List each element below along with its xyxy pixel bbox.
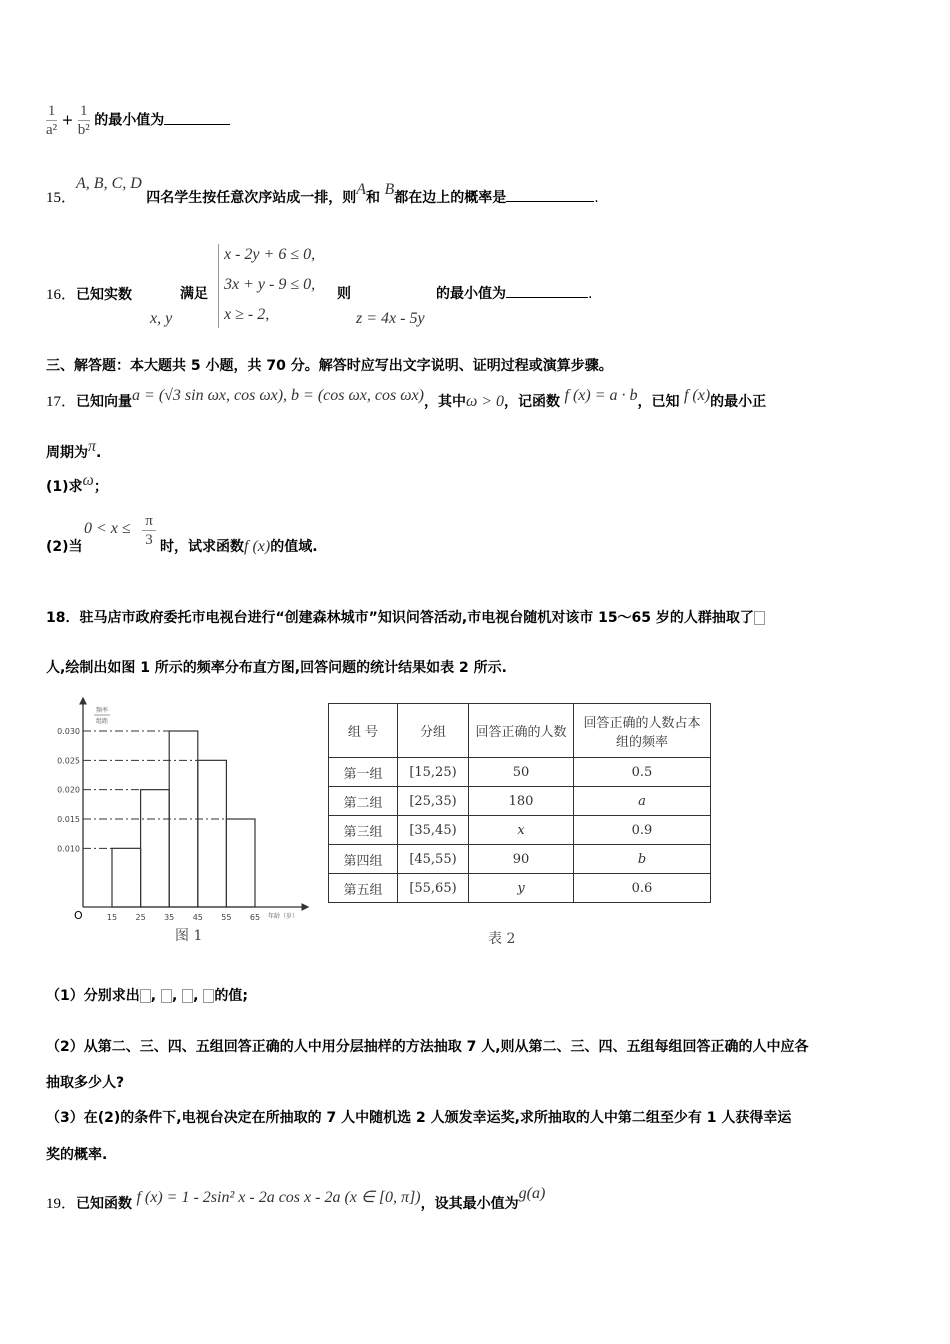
- table-cell: 50: [469, 758, 574, 787]
- table-row: [329, 845, 711, 874]
- table-cell: [25,35): [398, 787, 469, 816]
- fraction: $\frac{\pi}{3}$: [142, 512, 156, 549]
- x-tick-label: 25: [135, 913, 146, 922]
- question-18: 18．驻马店市政府委托市电视台进行“创建森林城市”知识问答活动,市电视台随机对该市 15～65 岁的人群抽取了: [46, 607, 765, 627]
- x-axis-label: 年龄（岁）: [268, 913, 299, 920]
- question-17: 17．已知向量a = (√3 sin ωx, cos ωx), b = (cos ωx, cos ωx)，其中ω > 0，记函数 f (x) = a · b，已知 f (x)的最小正: [46, 387, 767, 410]
- table-cell: 0.6: [574, 874, 711, 903]
- y-tick-label: 0.020: [57, 785, 80, 795]
- q16-tail: 的最小值为 .: [436, 286, 593, 302]
- x-tick-label: 45: [192, 913, 203, 922]
- question-15: 15．A, B, C, D 四名学生按任意次序站成一排，则A和 B都在边上的概率是 .: [46, 175, 599, 206]
- q18-part1: （1）分别求出 , , , 的值;: [46, 988, 248, 1004]
- table-row: [329, 816, 711, 845]
- x-tick-label: 65: [249, 913, 261, 922]
- histogram-figure-1: [40, 690, 330, 950]
- x-tick-label: 35: [164, 913, 175, 922]
- histogram-bar: [112, 848, 141, 907]
- question-16: 16．已知实数: [46, 287, 133, 303]
- missing-glyph-icon: [754, 611, 765, 625]
- table-cell: 0.9: [574, 816, 711, 845]
- table-cell: 第二组: [329, 787, 398, 816]
- table-row: [329, 758, 711, 787]
- origin-label: O: [74, 909, 83, 922]
- table-cell: [45,55): [398, 845, 469, 874]
- table-cell: x: [469, 816, 574, 845]
- y-tick-label: 0.015: [57, 815, 80, 824]
- q17-part2: (2)当: [46, 539, 83, 555]
- table-cell: [55,65): [398, 874, 469, 903]
- y-tick-label: 0.010: [57, 844, 80, 854]
- q17-line2: 周期为π.: [46, 438, 102, 461]
- fraction: $\frac{1}{\text{b²}}$: [77, 103, 90, 138]
- missing-glyph-icon: [182, 989, 193, 1003]
- table-header-row: 组 号 分组 回答正确的人数 回答正确的人数占本组的频率: [329, 704, 711, 758]
- missing-glyph-icon: [203, 989, 214, 1003]
- fraction: $\frac{1}{\text{a²}}$: [46, 103, 58, 138]
- brace: [218, 244, 219, 328]
- missing-glyph-icon: [140, 989, 151, 1003]
- table-cell: [35,45): [398, 816, 469, 845]
- x-tick-label: 55: [221, 913, 232, 922]
- q17-part2-tail: 时，试求函数f (x)的值域.: [160, 538, 318, 555]
- table-cell: y: [469, 874, 574, 903]
- table-cell: 第三组: [329, 816, 398, 845]
- table-2: [328, 703, 711, 903]
- y-tick-label: 0.025: [57, 756, 80, 766]
- table-cell: 第一组: [329, 758, 398, 787]
- histogram-bar: [226, 819, 255, 907]
- histogram-bar: [198, 760, 227, 907]
- table-caption: 表 2: [488, 931, 516, 947]
- table-cell: 0.5: [574, 758, 711, 787]
- table-cell: 第五组: [329, 874, 398, 903]
- answer-blank: [506, 296, 588, 298]
- figure-caption: 图 1: [175, 928, 203, 944]
- answer-blank: [506, 200, 594, 202]
- table-cell: 180: [469, 787, 574, 816]
- table-row: [329, 787, 711, 816]
- table-cell: b: [574, 845, 711, 874]
- y-axis-label-top: 频率: [96, 707, 109, 714]
- section-heading: 三、解答题：本大题共 5 小题，共 70 分。解答时应写出文字说明、证明过程或演算步骤。: [46, 358, 613, 374]
- answer-blank: [164, 123, 230, 125]
- x-tick-label: 15: [106, 913, 118, 922]
- q17-part1: (1)求ω；: [46, 472, 108, 495]
- table-cell: [15,25): [398, 758, 469, 787]
- histogram-bar: [141, 790, 170, 907]
- table-cell: a: [574, 787, 711, 816]
- exam-page: $\frac{1}{\text{a²}}$ + $\frac{1}{\text{b²}}$ 的最小值为 15．A, B, C, D 四名学生按任意次序站成一排，则A和 B都在边上的概率是 . 16．已知实数 x, y 满足 x - 2y + 6 ≤ 0, 3x + y - 9 ≤ 0, x ≥ - 2, 则 z = 4x - 5y 的最小值为 . 三、解答题：本大题共 5 小题，共 70 分。解答时应写出文字说明、证明过程或演算步骤。 17．已知向量a = (√3 sin ωx, cos ωx), b = (cos ωx, cos ωx)，其中ω > 0，记函数 f (x) = a · b，已知 f (x)的最小正 周期为π. (1)求ω； (2)当 0 < x ≤ $\frac{\pi}{3}$ 时，试求函数f (x)的值域. 18．驻马店市政府委托市电视台进行“创建森林城市”知识问答活动,市电视台随机对该市 15～65 岁的人群抽取了 人,绘制出如图 1 所示的频率分布直方图,回答问题的统计结果如表 2 所示. 0.010 0.015 0.020 0.025 0.030 15 25 35 45 55 65 O 频率 组距 年龄（岁） 图 1 组 号 分组 回答正确的人数 回答正确的人数占本组的频率 第一组 [15,25) 50 0.5 第二组 [25,35) 180 a 第三组 [35,45) x 0.9 第四组 [45,55) 90 b 第五组 [55,65) y 0.6 表 2 （1）分别求出 , , , 的值; （2）从第二、三、四、五组回答正确的人中用分层抽样的方法抽取 7 人,则从第二、三、四、五组每组回答正确的人中应各 抽取多少人? （3）在(2)的条件下,电视台决定在所抽取的 7 人中随机选 2 人颁发幸运奖,求所抽取的人中第二组至少有 1 人获得幸运 奖的概率. 19．已知函数 f (x) = 1 - 2sin² x - 2a cos x - 2a (x ∈ [0, π])，设其最小值为g(a): [0, 0, 950, 1344]
- missing-glyph-icon: [161, 989, 172, 1003]
- q14-expression: $\frac{1}{\text{a²}}$ + $\frac{1}{\text{b²}}$ 的最小值为: [46, 102, 230, 139]
- y-tick-label: 0.030: [57, 727, 80, 736]
- table-cell: 90: [469, 845, 574, 874]
- table-cell: 第四组: [329, 845, 398, 874]
- table-row: [329, 874, 711, 903]
- question-19: 19．已知函数 f (x) = 1 - 2sin² x - 2a cos x - 2a (x ∈ [0, π])，设其最小值为g(a): [46, 1185, 546, 1212]
- y-axis-label-bottom: 组距: [96, 718, 109, 725]
